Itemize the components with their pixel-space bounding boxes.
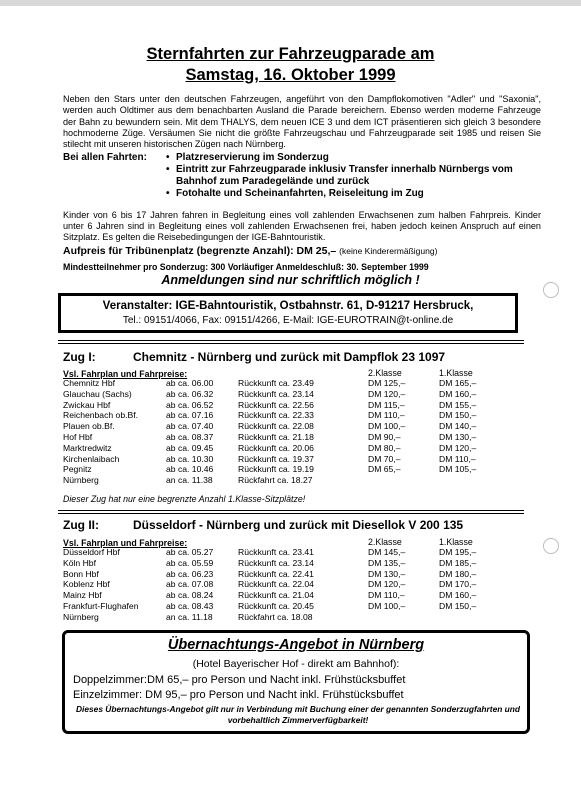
price-2nd: DM 120,–	[368, 579, 406, 590]
table-row	[63, 601, 533, 612]
zug1-fahrplan-heading: Vsl. Fahrplan und Fahrpreise:	[63, 369, 188, 379]
zug2-timetable	[63, 547, 533, 623]
punch-hole	[543, 538, 559, 554]
station: Frankfurt-Flughafen	[63, 600, 139, 611]
station: Nürnberg	[63, 611, 99, 622]
price-2nd: DM 70,–	[368, 453, 401, 464]
return: Rückkunft ca. 22.41	[238, 568, 314, 579]
station: Mainz Hbf	[63, 590, 102, 601]
uebernachtung-box	[62, 630, 530, 734]
price-1st: DM 160,–	[439, 388, 477, 399]
aufpreis-text: Aufpreis für Tribünenplatz (begrenzte Anzahl): DM 25,–	[63, 245, 337, 257]
price-2nd: DM 90,–	[368, 431, 401, 442]
table-row	[63, 464, 533, 475]
price-2nd: DM 130,–	[368, 568, 406, 579]
veranstalter-contact: Tel.: 09151/4066, Fax: 09151/4266, E-Mail: IGE-EUROTRAIN@t-online.de	[122, 315, 454, 326]
table-row	[63, 590, 533, 601]
list-item: • Platzreservierung im Sonderzug	[166, 152, 546, 164]
divider	[58, 340, 524, 341]
departure: ab ca. 08.24	[166, 590, 214, 601]
page-title	[0, 44, 581, 86]
price-1st: DM 150,–	[439, 410, 477, 421]
price-1st: DM 160,–	[439, 590, 477, 601]
price-2nd: DM 115,–	[368, 399, 405, 410]
departure: ab ca. 05.27	[166, 547, 214, 557]
departure: ab ca. 06.23	[166, 568, 214, 579]
return: Rückkunft ca. 19.37	[238, 453, 314, 464]
station: Chemnitz Hbf	[63, 378, 116, 388]
station: Plauen ob.Bf.	[63, 421, 115, 432]
return: Rückkunft ca. 23.49	[238, 378, 314, 388]
zug2-klasse2-header: 2.Klasse	[368, 537, 402, 547]
price-2nd: DM 100,–	[368, 600, 406, 611]
departure: ab ca. 09.45	[166, 442, 214, 453]
return: Rückkunft ca. 23.14	[238, 557, 314, 568]
price-1st: DM 170,–	[439, 579, 477, 590]
zug1-klasse1-header: 1.Klasse	[439, 368, 473, 378]
price-2nd: DM 145,–	[368, 547, 406, 557]
return: Rückkunft ca. 21.18	[238, 431, 314, 442]
return: Rückfahrt ca. 18.27	[238, 475, 313, 486]
table-row	[63, 579, 533, 590]
price-2nd: DM 135,–	[368, 557, 406, 568]
price-2nd: DM 125,–	[368, 378, 406, 388]
return: Rückkunft ca. 22.04	[238, 579, 314, 590]
return: Rückkunft ca. 23.41	[238, 547, 314, 557]
zug1-timetable	[63, 378, 533, 486]
table-row	[63, 410, 533, 421]
table-row	[63, 558, 533, 569]
table-row	[63, 443, 533, 454]
station: Nürnberg	[63, 475, 99, 486]
bei-allen-label: Bei allen Fahrten:	[63, 152, 147, 163]
departure: ab ca. 07.08	[166, 579, 214, 590]
kinder-paragraph: Kinder von 6 bis 17 Jahren fahren in Begleitung eines voll zahlenden Erwachsenen zum halben Fahrpreis. Kinder unter 6 Jahren sind in Begleitung eines voll zahlenden Erwachsenen frei, haben jedoch keinen Anspruch auf einen Sitzplatz. Es gelten die Reisebedingungen der IGE-Bahntouristik.	[63, 210, 541, 243]
title-line-1: Sternfahrten zur Fahrzeugparade am	[146, 45, 435, 63]
table-row	[63, 454, 533, 465]
price-1st: DM 140,–	[439, 421, 477, 432]
divider	[58, 343, 524, 344]
divider	[58, 513, 524, 514]
price-1st: DM 155,–	[439, 399, 477, 410]
zug1-label: Zug I:	[63, 350, 96, 364]
list-item: • Fotohalte und Scheinanfahrten, Reiseleitung im Zug	[166, 188, 546, 200]
price-1st: DM 165,–	[439, 378, 477, 388]
zug1-route: Chemnitz - Nürnberg und zurück mit Dampflok 23 1097	[133, 350, 446, 364]
list-item: • Eintritt zur Fahrzeugparade inklusiv Transfer innerhalb Nürnbergs vom Bahnhof zum Paradegelände und zurück	[166, 164, 546, 188]
zug2-route: Düsseldorf - Nürnberg und zurück mit Diesellok V 200 135	[133, 518, 464, 532]
price-1st: DM 120,–	[439, 442, 477, 453]
price-2nd: DM 110,–	[368, 590, 405, 601]
departure: ab ca. 08.43	[166, 600, 214, 611]
departure: ab ca. 07.16	[166, 410, 214, 421]
aufpreis-line	[63, 245, 437, 257]
table-row	[63, 612, 533, 623]
station: Kirchenlaibach	[63, 453, 120, 464]
aufpreis-note: (keine Kinderermäßigung)	[339, 246, 438, 256]
zug1-note: Dieser Zug hat nur eine begrenzte Anzahl 1.Klasse-Sitzplätze!	[63, 494, 306, 504]
table-row	[63, 432, 533, 443]
return: Rückkunft ca. 20.45	[238, 600, 314, 611]
return: Rückkunft ca. 20.06	[238, 442, 314, 453]
departure: ab ca. 10.46	[166, 464, 214, 475]
price-2nd: DM 100,–	[368, 421, 406, 432]
departure: an ca. 11.38	[166, 475, 213, 486]
zug2-klasse1-header: 1.Klasse	[439, 537, 473, 547]
departure: ab ca. 07.40	[166, 421, 214, 432]
zug1-header	[63, 350, 446, 364]
return: Rückkunft ca. 19.19	[238, 464, 314, 475]
departure: ab ca. 05.59	[166, 557, 214, 568]
departure: ab ca. 06.00	[166, 378, 214, 388]
price-1st: DM 195,–	[439, 547, 477, 557]
return: Rückkunft ca. 23.14	[238, 388, 314, 399]
intro-paragraph: Neben den Stars unter den deutschen Fahrzeugen, angeführt von den Dampflokomotiven "Adler" und "Saxonia", werden auch Oldtimer aus dem benachbarten Ausland die Parade bereichern. Ebenso werden moderne Fahrzeuge der Bahn zu bewundern sein. Mit dem THALYS, dem neuen ICE 3 und dem ICT präsentieren sich gleich 3 besondere hochmoderne Züge. Versäumen Sie nicht die größte Fahrzeugschau und Fahrzeugparade seit 1985 und reisen Sie stilecht mit unseren historischen Zügen nach Nürnberg.	[63, 94, 541, 150]
price-1st: DM 130,–	[439, 431, 477, 442]
station: Düsseldorf Hbf	[63, 547, 120, 557]
return: Rückkunft ca. 21.04	[238, 590, 314, 601]
station: Glauchau (Sachs)	[63, 388, 132, 399]
price-2nd: DM 65,–	[368, 464, 401, 475]
return: Rückkunft ca. 22.56	[238, 399, 314, 410]
zug2-header	[63, 518, 464, 532]
price-1st: DM 150,–	[439, 600, 477, 611]
anmeldung-notice: Anmeldungen sind nur schriftlich möglich !	[161, 273, 420, 287]
einzelzimmer-price: Einzelzimmer: DM 95,– pro Person und Nacht inkl. Frühstücksbuffet	[73, 689, 404, 701]
doppelzimmer-price: Doppelzimmer:DM 65,– pro Person und Nacht inkl. Frühstücksbuffet	[73, 674, 406, 686]
table-row	[63, 400, 533, 411]
table-row	[63, 389, 533, 400]
station: Köln Hbf	[63, 557, 96, 568]
zug2-label: Zug II:	[63, 518, 99, 532]
table-row	[63, 569, 533, 580]
table-row	[63, 378, 533, 389]
price-2nd: DM 80,–	[368, 442, 401, 453]
divider	[58, 510, 524, 511]
station: Marktredwitz	[63, 442, 112, 453]
veranstalter-address: Veranstalter: IGE-Bahntouristik, Ostbahnstr. 61, D-91217 Hersbruck,	[102, 300, 474, 312]
price-2nd: DM 120,–	[368, 388, 406, 399]
price-2nd: DM 110,–	[368, 410, 405, 421]
veranstalter-box	[58, 293, 518, 333]
bei-allen-list	[166, 152, 546, 200]
station: Hof Hbf	[63, 431, 93, 442]
title-line-2: Samstag, 16. Oktober 1999	[185, 66, 396, 84]
station: Zwickau Hbf	[63, 399, 111, 410]
return: Rückfahrt ca. 18.08	[238, 611, 313, 622]
station: Koblenz Hbf	[63, 579, 110, 590]
departure: ab ca. 06.32	[166, 388, 214, 399]
table-row	[63, 547, 533, 558]
mindestteilnehmer-line: Mindestteilnehmer pro Sonderzug: 300 Vorläufiger Anmeldeschluß: 30. September 1999	[63, 262, 429, 272]
price-1st: DM 185,–	[439, 557, 477, 568]
scan-top-edge	[0, 0, 581, 6]
return: Rückkunft ca. 22.33	[238, 410, 314, 421]
price-1st: DM 110,–	[439, 453, 476, 464]
departure: ab ca. 06.52	[166, 399, 214, 410]
price-1st: DM 105,–	[439, 464, 477, 475]
uebernachtung-hotel: (Hotel Bayerischer Hof - direkt am Bahnhof):	[192, 658, 400, 670]
table-row	[63, 421, 533, 432]
zug1-klasse2-header: 2.Klasse	[368, 368, 402, 378]
departure: an ca. 11.18	[166, 611, 213, 622]
uebernachtung-conditions: Dieses Übernachtungs-Angebot gilt nur in Verbindung mit Buchung einer der genannten Sonderzugfahrten und vorbehaltlich Zimmerverfügbarkeit!	[75, 704, 521, 725]
departure: ab ca. 10.30	[166, 453, 214, 464]
return: Rückkunft ca. 22.08	[238, 421, 314, 432]
price-1st: DM 180,–	[439, 568, 477, 579]
zug2-fahrplan-heading: Vsl. Fahrplan und Fahrpreise:	[63, 538, 188, 548]
departure: ab ca. 08.37	[166, 431, 214, 442]
station: Pegnitz	[63, 464, 92, 475]
station: Reichenbach ob.Bf.	[63, 410, 139, 421]
uebernachtung-title: Übernachtungs-Angebot in Nürnberg	[167, 637, 425, 653]
table-row	[63, 475, 533, 486]
station: Bonn Hbf	[63, 568, 99, 579]
